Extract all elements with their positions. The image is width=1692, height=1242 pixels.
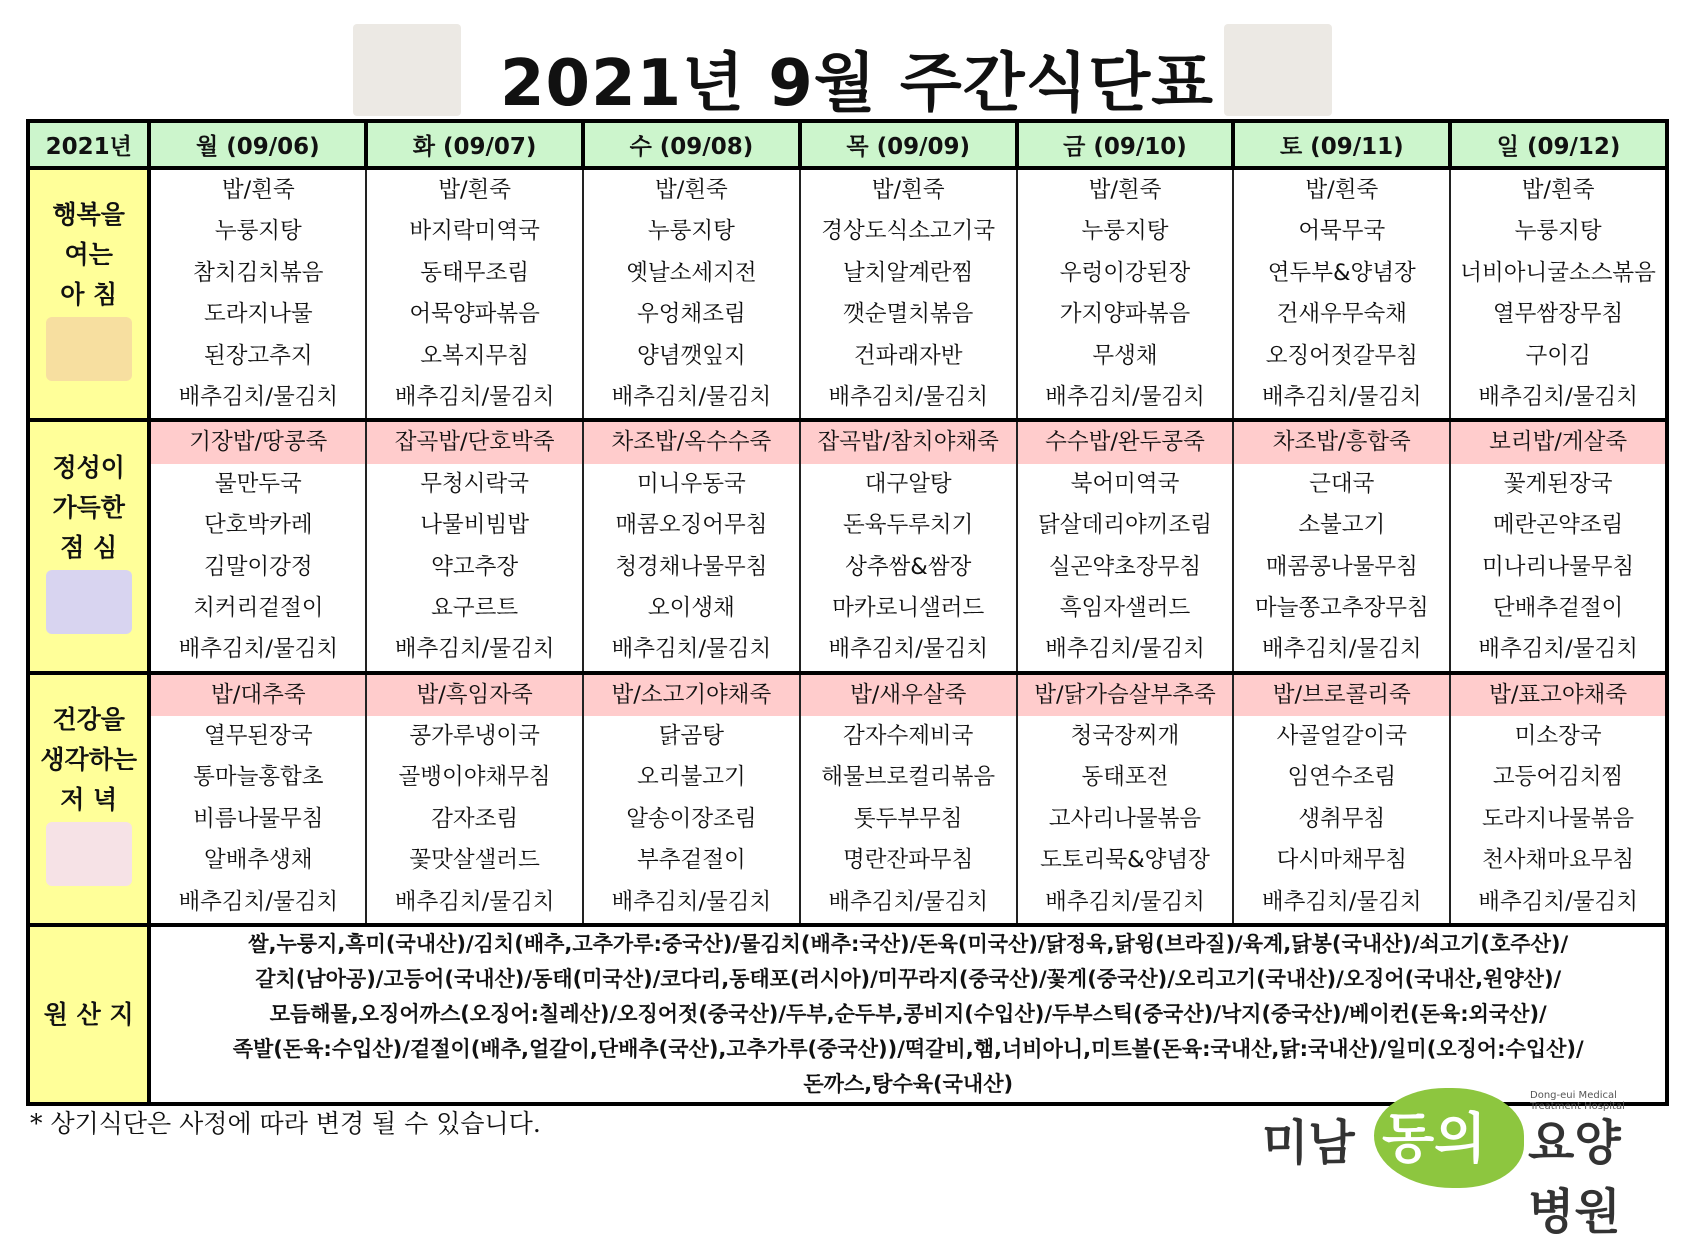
menu-item: 꽃게된장국 [1503, 470, 1613, 497]
menu-item: 깻순멸치볶음 [842, 301, 974, 328]
menu-item: 너비아니굴소스볶음 [1460, 259, 1656, 286]
corner-label: 2021년 [28, 121, 149, 168]
menu-item: 메란곤약조림 [1492, 512, 1624, 539]
menu-item: 경상도식소고기국 [821, 218, 996, 245]
bear-mascot-icon [353, 24, 461, 116]
menu-item: 배추김치/물김치 [394, 888, 555, 915]
menu-item: 배추김치/물김치 [611, 383, 772, 410]
peach-dinner-icon [46, 822, 132, 886]
menu-item: 건파래자반 [853, 342, 963, 369]
menu-item: 누룽지탕 [647, 218, 735, 245]
menu-item: 배추김치/물김치 [1261, 636, 1422, 663]
menu-item: 밥/소고기야채죽 [584, 675, 799, 716]
meal-label-line: 여는 [64, 240, 113, 270]
menu-item: 오징어젓갈무침 [1265, 342, 1418, 369]
menu-item: 밥/흰죽 [1088, 177, 1162, 203]
menu-item: 누룽지탕 [1514, 218, 1602, 245]
menu-item: 밥/흰죽 [1521, 177, 1595, 203]
menu-item: 수수밥/완두콩죽 [1018, 422, 1233, 463]
day-menu-cell [800, 168, 1017, 420]
day-header: 월 (09/06) [149, 121, 366, 168]
menu-item: 밥/브로콜리죽 [1234, 675, 1449, 716]
meal-section-row [28, 420, 1667, 672]
menu-item: 천사채마요무침 [1482, 847, 1635, 874]
day-menu-cell [149, 420, 366, 672]
weekly-menu-table [26, 119, 1669, 1106]
menu-item: 마늘쫑고추장무침 [1254, 594, 1429, 621]
meal-section-row [28, 168, 1667, 420]
menu-item: 톳두부무침 [853, 805, 963, 832]
menu-item: 무청시락국 [420, 470, 529, 497]
logo-text-right: 요양병원 [1528, 1115, 1621, 1240]
origin-line: 족발(돈육:수입산)/겉절이(배추,얼갈이,단배추(국산),고추가루(중국산))/떡갈비,햄,너비아니,미트볼(돈육:국내산,닭:국내산)/일미(오징어:수입산)/ [232, 1037, 1584, 1062]
menu-item: 밥/흰죽 [1305, 177, 1379, 203]
meal-label-line: 건강을 [52, 704, 125, 734]
day-menu-cell [149, 168, 366, 420]
day-header: 목 (09/09) [800, 121, 1017, 168]
day-header: 금 (09/10) [1017, 121, 1234, 168]
menu-item: 생취무침 [1298, 805, 1386, 832]
menu-item: 배추김치/물김치 [1478, 636, 1638, 663]
menu-item: 참치김치볶음 [193, 259, 324, 286]
menu-item: 배추김치/물김치 [178, 383, 339, 410]
day-menu-cell [1017, 673, 1234, 925]
origin-line: 갈치(남아공)/고등어(국내산)/동태(미국산)/코다리,동태포(러시아)/미꾸라지(중국산)/꽃게(중국산)/오리고기(국내산)/오징어(국내산,원양산)/ [255, 967, 1562, 992]
menu-item: 날치알계란찜 [842, 259, 974, 286]
day-menu-cell [1450, 420, 1667, 672]
menu-item: 물만두국 [214, 470, 302, 497]
day-header: 토 (09/11) [1233, 121, 1450, 168]
menu-item: 미나리나물무침 [1482, 553, 1635, 580]
menu-item: 보리밥/게살죽 [1451, 422, 1665, 463]
menu-item: 소불고기 [1298, 512, 1386, 539]
hospital-logo [1262, 1088, 1662, 1240]
menu-item: 밥/흰죽 [655, 177, 728, 203]
menu-item: 기장밥/땅콩죽 [151, 422, 365, 463]
menu-item: 요구르트 [431, 594, 519, 621]
menu-item: 닭곰탕 [658, 723, 724, 750]
day-header: 화 (09/07) [366, 121, 583, 168]
menu-item: 양념깻잎지 [637, 342, 746, 369]
menu-item: 밥/표고야채죽 [1451, 675, 1665, 716]
menu-item: 동태무조림 [420, 259, 529, 286]
day-menu-cell [583, 673, 800, 925]
menu-item: 도라지나물볶음 [1482, 805, 1635, 832]
menu-item: 배추김치/물김치 [828, 888, 989, 915]
day-menu-cell [1233, 673, 1450, 925]
day-menu-cell [1017, 168, 1234, 420]
menu-item: 오이생채 [647, 594, 735, 621]
menu-item: 밥/흰죽 [221, 177, 295, 203]
bear-mascot-icon [1224, 24, 1332, 116]
menu-item: 차조밥/흥합죽 [1234, 422, 1449, 463]
menu-item: 배추김치/물김치 [1261, 383, 1422, 410]
menu-item: 배추김치/물김치 [1261, 888, 1422, 915]
menu-item: 우엉채조림 [637, 301, 746, 328]
meal-label-line: 생각하는 [40, 744, 137, 774]
menu-item: 밥/새우살죽 [801, 675, 1016, 716]
menu-item: 차조밥/옥수수죽 [584, 422, 799, 463]
menu-item: 배추김치/물김치 [611, 888, 772, 915]
menu-item: 도라지나물 [203, 301, 313, 328]
menu-item: 실곤약초장무침 [1048, 553, 1202, 580]
dog-lunch-icon [46, 570, 132, 634]
day-menu-cell [583, 420, 800, 672]
menu-item: 대구알탕 [864, 470, 952, 497]
menu-item: 무생채 [1092, 342, 1158, 369]
menu-item: 통마늘홍합초 [193, 764, 324, 791]
day-menu-cell [1233, 168, 1450, 420]
menu-item: 열무쌈장무침 [1492, 301, 1624, 328]
menu-item: 우렁이강된장 [1059, 259, 1191, 286]
menu-item: 약고추장 [431, 553, 519, 580]
menu-item: 사골얼갈이국 [1276, 723, 1407, 750]
menu-item: 콩가루냉이국 [409, 723, 540, 750]
menu-item: 미소장국 [1514, 723, 1602, 750]
menu-item: 근대국 [1309, 470, 1375, 497]
origin-label: 원 산 지 [28, 925, 149, 1104]
meal-label-line: 점 심 [60, 532, 118, 562]
menu-item: 감자조림 [431, 805, 519, 832]
menu-item: 매콤콩나물무침 [1265, 553, 1418, 580]
menu-item: 청경채나물무침 [615, 553, 768, 580]
menu-item: 닭살데리야끼조림 [1038, 512, 1212, 539]
menu-item: 마카로니샐러드 [832, 594, 985, 621]
origin-line: 돈까스,탕수육(국내산) [803, 1072, 1014, 1097]
menu-item: 잡곡밥/참치야채죽 [801, 422, 1016, 463]
menu-item: 임연수조림 [1287, 764, 1397, 791]
menu-item: 알송이장조림 [626, 805, 757, 832]
menu-item: 김말이강정 [203, 553, 313, 580]
menu-item: 배추김치/물김치 [178, 636, 339, 663]
bear-breakfast-icon [46, 317, 132, 381]
menu-item: 누룽지탕 [214, 218, 302, 245]
menu-item: 치커리겉절이 [193, 594, 324, 621]
menu-item: 바지락미역국 [409, 218, 540, 245]
day-menu-cell [1233, 420, 1450, 672]
menu-item: 배추김치/물김치 [828, 636, 989, 663]
menu-item: 밥/대추죽 [151, 675, 365, 716]
logo-text-mid: 동의 [1382, 1107, 1487, 1170]
menu-item: 배추김치/물김치 [394, 636, 555, 663]
menu-item: 배추김치/물김치 [1045, 383, 1205, 410]
logo-subtitle: Dong-eui Medical Treatment Hospital [1530, 1090, 1625, 1112]
menu-item: 어묵양파볶음 [409, 301, 540, 328]
menu-item: 오복지무침 [420, 342, 529, 369]
menu-item: 동태포전 [1081, 764, 1169, 791]
menu-item: 흑임자샐러드 [1059, 594, 1191, 621]
meal-label-line: 가득한 [52, 492, 125, 522]
meal-section-row [28, 673, 1667, 925]
menu-item: 누룽지탕 [1081, 218, 1169, 245]
day-menu-cell [583, 168, 800, 420]
day-menu-cell [149, 673, 366, 925]
menu-item: 밥/흑임자죽 [367, 675, 582, 716]
menu-item: 북어미역국 [1070, 470, 1180, 497]
menu-item: 해물브로컬리볶음 [821, 764, 996, 791]
menu-item: 배추김치/물김치 [394, 383, 555, 410]
origin-line: 쌀,누룽지,흑미(국내산)/김치(배추,고추가루:중국산)/물김치(배추:국산)/돈육(미국산)/닭정육,닭윙(브라질)/육계,닭봉(국내산)/쇠고기(호주산)/ [248, 932, 1569, 957]
menu-item: 배추김치/물김치 [611, 636, 772, 663]
day-menu-cell [800, 673, 1017, 925]
menu-item: 감자수제비국 [842, 723, 974, 750]
meal-label [28, 420, 149, 672]
menu-item: 가지양파볶음 [1059, 301, 1191, 328]
menu-item: 배추김치/물김치 [1045, 636, 1205, 663]
menu-item: 부추겉절이 [637, 847, 746, 874]
day-header: 수 (09/08) [583, 121, 800, 168]
menu-item: 잡곡밥/단호박죽 [367, 422, 582, 463]
day-menu-cell [800, 420, 1017, 672]
menu-item: 비름나물무침 [193, 805, 324, 832]
day-header: 일 (09/12) [1450, 121, 1667, 168]
menu-item: 배추김치/물김치 [1478, 888, 1638, 915]
menu-item: 배추김치/물김치 [1478, 383, 1638, 410]
menu-item: 골뱅이야채무침 [398, 764, 551, 791]
menu-item: 고사리나물볶음 [1048, 805, 1202, 832]
day-menu-cell [366, 673, 583, 925]
footnote: * 상기식단은 사정에 따라 변경 될 수 있습니다. [30, 1109, 541, 1138]
meal-label-line: 정성이 [52, 452, 125, 482]
menu-item: 꽃맛살샐러드 [409, 847, 540, 874]
menu-item: 밥/닭가슴살부추죽 [1018, 675, 1233, 716]
origin-text [149, 925, 1667, 1104]
menu-item: 된장고추지 [203, 342, 313, 369]
menu-item: 매콤오징어무침 [615, 512, 768, 539]
menu-item: 명란잔파무침 [842, 847, 974, 874]
menu-item: 알배추생채 [203, 847, 313, 874]
page-title: 2021년 9월 주간식단표 [500, 47, 1214, 121]
day-menu-cell [366, 420, 583, 672]
menu-item: 다시마채무침 [1276, 847, 1407, 874]
menu-item: 상추쌈&쌈장 [845, 553, 972, 580]
menu-item: 오리불고기 [637, 764, 746, 791]
menu-item: 단호박카레 [203, 512, 313, 539]
menu-item: 고등어김치찜 [1492, 764, 1624, 791]
menu-item: 열무된장국 [203, 723, 313, 750]
menu-item: 미니우동국 [637, 470, 746, 497]
logo-text-left: 미남 [1262, 1115, 1355, 1171]
menu-item: 어묵무국 [1298, 218, 1386, 245]
menu-item: 단배추겉절이 [1492, 594, 1624, 621]
menu-item: 나물비빔밥 [420, 512, 529, 539]
day-menu-cell [366, 168, 583, 420]
meal-label-line: 아 침 [60, 280, 118, 310]
meal-label [28, 673, 149, 925]
day-menu-cell [1450, 168, 1667, 420]
menu-item: 배추김치/물김치 [178, 888, 339, 915]
header-row [28, 121, 1667, 168]
menu-item: 구이김 [1525, 342, 1591, 369]
origin-row [28, 925, 1667, 1104]
day-menu-cell [1017, 420, 1234, 672]
menu-item: 돈육두루치기 [842, 512, 974, 539]
menu-item: 배추김치/물김치 [828, 383, 989, 410]
menu-item: 밥/흰죽 [438, 177, 511, 203]
menu-item: 청국장찌개 [1070, 723, 1180, 750]
menu-item: 건새우무숙채 [1276, 301, 1407, 328]
day-menu-cell [1450, 673, 1667, 925]
menu-item: 배추김치/물김치 [1045, 888, 1205, 915]
meal-label [28, 168, 149, 420]
menu-item: 밥/흰죽 [871, 177, 945, 203]
menu-item: 도토리묵&양념장 [1040, 847, 1210, 874]
menu-item: 옛날소세지전 [626, 259, 757, 286]
meal-label-line: 저 녁 [60, 784, 118, 814]
meal-label-line: 행복을 [52, 200, 125, 230]
origin-line: 모듬해물,오징어까스(오징어:칠레산)/오징어젓(중국산)/두부,순두부,콩비지(수입산)/두부스틱(중국산)/낙지(중국산)/베이컨(돈육:외국산)/ [269, 1002, 1547, 1027]
menu-item: 연두부&양념장 [1267, 259, 1416, 286]
